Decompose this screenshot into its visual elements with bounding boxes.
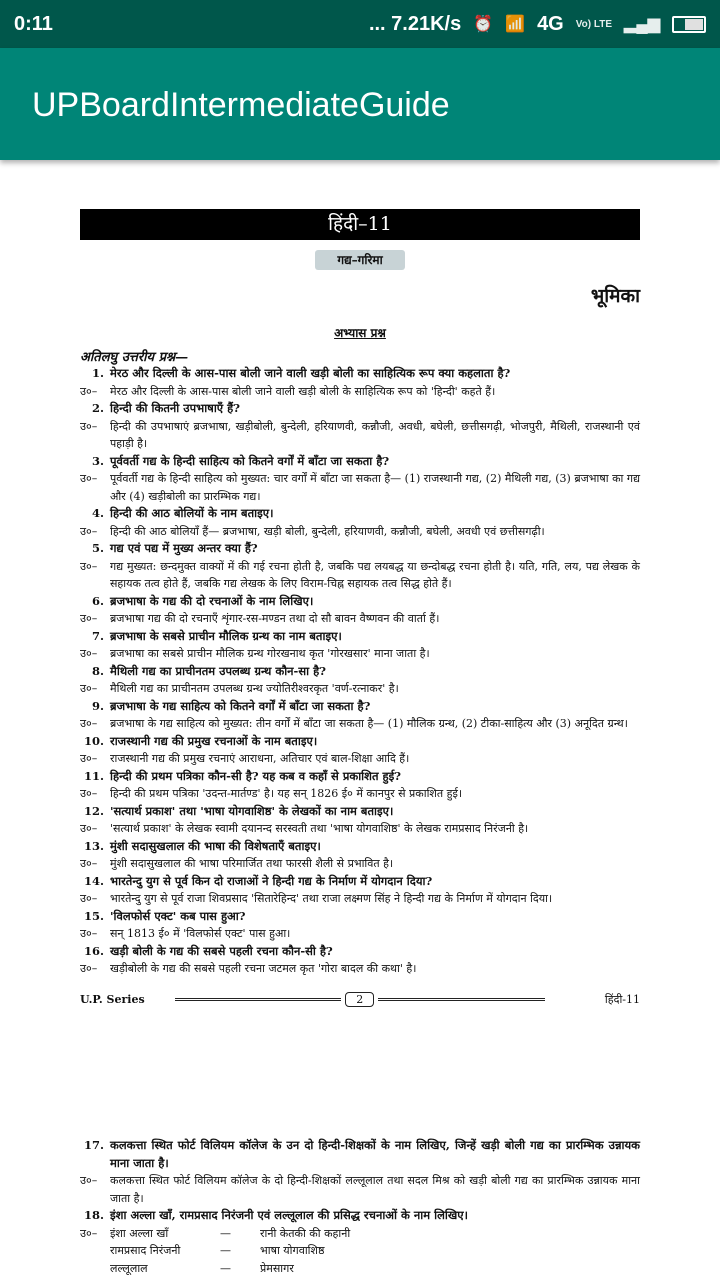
answer — [80, 1225, 640, 1278]
question-number: 8. — [91, 663, 104, 678]
network-type: 4G — [537, 12, 564, 35]
question-number: 18. — [83, 1208, 104, 1222]
section-badge: गद्य–गरिमा — [315, 250, 405, 270]
question — [80, 628, 640, 646]
question-number: 11. — [83, 768, 104, 783]
answer — [80, 610, 640, 628]
answer — [80, 680, 640, 698]
answer-prefix: उ०– — [80, 752, 98, 765]
question-text: हिन्दी की प्रथम पत्रिका कौन-सी है? यह कब व कहाँ से प्रकाशित हुई? — [110, 768, 402, 783]
status-bar — [0, 0, 720, 48]
question-text: हिन्दी की आठ बोलियों के नाम बताइए। — [110, 506, 274, 520]
answer-text: पूर्ववर्ती गद्य के हिन्दी साहित्य को मुख्यत: चार वर्गों में बाँटा जा सकता है— (1) राजस्थानी गद्य, (2) मैथिली गद्य, (3) ब्रजभाषा का गद्य और (4) खड़ीबोली का प्रारम्भिक गद्य। — [110, 472, 640, 503]
answer-prefix: उ०– — [80, 559, 98, 573]
app-bar — [0, 48, 720, 160]
question-text: 'विलफोर्स एक्ट' कब पास हुआ? — [110, 908, 246, 923]
question-text: हिन्दी की कितनी उपभाषाएँ हैं? — [110, 401, 241, 415]
document-page-1[interactable] — [80, 209, 640, 1007]
question-text: 'सत्यार्थ प्रकाश' तथा 'भाषा योगवाशिष्ठ' के लेखकों का नाम बताइए। — [110, 803, 394, 818]
question-text: पूर्ववर्ती गद्य के हिन्दी साहित्य को कितने वर्गों में बाँटा जा सकता है? — [110, 453, 390, 468]
document-page-2[interactable] — [80, 1137, 640, 1277]
page-number: 2 — [345, 992, 374, 1007]
footer-rule — [378, 998, 545, 1001]
answer-text: मुंशी सदासुखलाल की भाषा परिमार्जित तथा फारसी शैली से प्रभावित है। — [110, 857, 394, 870]
signal-icon: ▂▄▆ — [624, 16, 660, 33]
question-number: 5. — [91, 541, 104, 555]
answer — [80, 558, 640, 593]
answer-text: भारतेन्दु युग से पूर्व राजा शिवप्रसाद 'सितारेहिन्द' तथा राजा लक्ष्मण सिंह ने हिन्दी गद्य के निर्माण में योगदान दिया। — [110, 892, 553, 905]
question — [80, 803, 640, 821]
question-text: मुंशी सदासुखलाल की भाषा की विशेषताएँ बताइए। — [110, 838, 321, 853]
answer — [80, 645, 640, 663]
alarm-icon: ⏰ — [473, 16, 494, 33]
answer — [80, 785, 640, 803]
answer — [80, 715, 640, 733]
question-number: 16. — [83, 943, 104, 958]
question — [80, 1137, 640, 1172]
answer-prefix: उ०– — [80, 472, 98, 485]
app-title: UPBoardIntermediateGuide — [32, 86, 450, 124]
answer-text: राजस्थानी गद्य की प्रमुख रचनाएं आराधना, अतिचार एवं बाल-शिक्षा आदि हैं। — [110, 752, 410, 765]
volte-icon: Vo) LTE — [575, 18, 613, 30]
question-number: 15. — [83, 908, 104, 923]
answer-prefix: उ०– — [80, 857, 98, 870]
answer — [80, 925, 640, 943]
answer-prefix: उ०– — [80, 384, 98, 398]
works-table — [110, 1225, 640, 1278]
question — [80, 838, 640, 856]
answer-prefix: उ०– — [80, 419, 98, 433]
question-number: 9. — [91, 698, 104, 713]
answer-text: मैथिली गद्य का प्राचीनतम उपलब्ध ग्रन्थ ज्योतिरीश्वरकृत 'वर्ण-रत्नाकर' है। — [110, 682, 399, 695]
works-table-cell: रानी केतकी की कहानी — [260, 1226, 351, 1240]
footer-subject: हिंदी-11 — [604, 992, 641, 1006]
answer — [80, 820, 640, 838]
section-title: भूमिका — [590, 285, 640, 307]
answer-text: ब्रजभाषा के गद्य साहित्य को मुख्यत: तीन वर्गों में बाँटा जा सकता है— (1) मौलिक ग्रन्थ, (2) टीका-साहित्य और (3) अनूदित ग्रन्थ। — [110, 717, 628, 730]
answer-text: 'सत्यार्थ प्रकाश' के लेखक स्वामी दयानन्द सरस्वती तथा 'भाषा योगवाशिष्ठ' के लेखक रामप्रसाद निरंजनी है। — [110, 822, 529, 835]
answer — [80, 383, 640, 401]
network-speed: ... 7.21K/s — [368, 12, 462, 35]
works-table-cell: — — [220, 1261, 231, 1275]
question-text: मैथिली गद्य का प्राचीनतम उपलब्ध ग्रन्थ कौन-सा है? — [110, 663, 326, 678]
works-table-cell: इंशा अल्ला खाँ — [110, 1226, 169, 1240]
question-text: ब्रजभाषा के गद्य की दो रचनाओं के नाम लिखिए। — [110, 593, 314, 608]
subject-header: हिंदी–11 — [80, 209, 640, 240]
question-text: ब्रजभाषा के सबसे प्राचीन मौलिक ग्रन्थ का नाम बताइए। — [110, 628, 342, 643]
answer — [80, 855, 640, 873]
answer — [80, 523, 640, 541]
works-table-cell: — — [220, 1226, 231, 1240]
question-number: 6. — [91, 593, 104, 608]
answer-text: मेरठ और दिल्ली के आस-पास बोली जाने वाली खड़ी बोली के साहित्यिक रूप को 'हिन्दी' कहते हैं। — [110, 384, 496, 398]
footer-series: U.P. Series — [80, 992, 145, 1006]
wifi-icon: 📶 — [505, 16, 526, 33]
works-table-cell: लल्लूलाल — [110, 1261, 148, 1275]
question — [80, 505, 640, 523]
question-text: राजस्थानी गद्य की प्रमुख रचनाओं के नाम बताइए। — [110, 733, 318, 748]
question-text: गद्य एवं पद्य में मुख्य अन्तर क्या हैं? — [110, 541, 258, 555]
page-footer — [80, 992, 640, 1007]
answer-prefix: उ०– — [80, 1174, 98, 1187]
answer-text: कलकत्ता स्थित फोर्ट विलियम कॉलेज के दो हिन्दी-शिक्षकों लल्लूलाल तथा सदल मिश्र को खड़ी बोली गद्य का प्रारम्भिक उन्नायक माना जाता है। — [110, 1174, 640, 1205]
question — [80, 768, 640, 786]
question-number: 4. — [91, 506, 104, 520]
question-number: 2. — [91, 401, 104, 415]
answer — [80, 750, 640, 768]
question — [80, 663, 640, 681]
question — [80, 873, 640, 891]
question — [80, 593, 640, 611]
answer-prefix: उ०– — [80, 524, 98, 538]
question — [80, 1207, 640, 1225]
question-text: ब्रजभाषा के गद्य साहित्य को कितने वर्गों में बाँटा जा सकता है? — [110, 698, 371, 713]
answer-prefix: उ०– — [80, 962, 98, 975]
clock: 0:11 — [14, 12, 53, 35]
question — [80, 453, 640, 471]
answer-prefix: उ०– — [80, 927, 98, 940]
question — [80, 698, 640, 716]
question — [80, 540, 640, 558]
question-text: मेरठ और दिल्ली के आस-पास बोली जाने वाली खड़ी बोली का साहित्यिक रूप क्या कहलाता है? — [110, 366, 511, 380]
works-table-cell: — — [220, 1244, 231, 1257]
question-text: कलकत्ता स्थित फोर्ट विलियम कॉलेज के उन दो हिन्दी-शिक्षकों के नाम लिखिए, जिन्हें खड़ी बोली गद्य का प्रारम्भिक उन्नायक माना जाता है। — [110, 1138, 640, 1170]
answer-prefix: उ०– — [80, 647, 98, 660]
answer-prefix: उ०– — [80, 1226, 98, 1240]
answer-prefix: उ०– — [80, 612, 98, 625]
answer-prefix: उ०– — [80, 822, 98, 835]
works-table-cell: रामप्रसाद निरंजनी — [110, 1244, 181, 1257]
subsection-heading: अतिलघु उत्तरीय प्रश्न— — [80, 350, 189, 365]
answer-text: गद्य मुख्यत: छन्दमुक्त वाक्यों में की गई रचना होती है, जबकि पद्य लयबद्ध या छन्दोबद्ध रचना होती है। यति, गति, लय, पद्य लेखक के सहायक तत्व होते हैं, जबकि गद्य लेखक के लिए विराम-चिह्न सहायक तत्व सिद्ध होते हैं। — [110, 559, 640, 590]
qa-list — [80, 365, 640, 978]
battery-icon — [672, 16, 706, 33]
answer — [80, 418, 640, 453]
question-number: 13. — [83, 838, 104, 853]
answer-text: सन् 1813 ई० में 'विलफोर्स एक्ट' पास हुआ। — [110, 927, 291, 940]
answer — [80, 960, 640, 978]
answer-prefix: उ०– — [80, 717, 98, 730]
answer-text: हिन्दी की प्रथम पत्रिका 'उदन्त-मार्तण्ड' है। यह सन् 1826 ई० में कानपुर से प्रकाशित हुई। — [110, 787, 463, 800]
question-number: 1. — [91, 366, 104, 380]
answer-text: ब्रजभाषा का सबसे प्राचीन मौलिक ग्रन्थ गोरखनाथ कृत 'गोरखसार' माना जाता है। — [110, 647, 430, 660]
question — [80, 400, 640, 418]
answer — [80, 470, 640, 505]
question-text: भारतेन्दु युग से पूर्व किन दो राजाओं ने हिन्दी गद्य के निर्माण में योगदान दिया? — [110, 873, 433, 888]
question-number: 7. — [91, 628, 104, 643]
question-number: 12. — [83, 803, 104, 818]
answer-text: हिन्दी की उपभाषाएं ब्रजभाषा, खड़ीबोली, बुन्देली, हरियाणवी, कन्नौजी, अवधी, बघेली, छत्तीसगढ़ी, भोजपुरी, मैथिली, राजस्थानी एवं पहाड़ी है। — [110, 419, 640, 450]
question-text: इंशा अल्ला खाँ, रामप्रसाद निरंजनी एवं लल्लूलाल की प्रसिद्ध रचनाओं के नाम लिखिए। — [110, 1208, 469, 1222]
works-table-cell: प्रेमसागर — [260, 1261, 294, 1275]
answer-prefix: उ०– — [80, 892, 98, 905]
question — [80, 365, 640, 383]
answer-text: ब्रजभाषा गद्य की दो रचनाएँ शृंगार-रस-मण्डन तथा दो सौ बावन वैष्णवन की वार्ता हैं। — [110, 612, 440, 625]
question — [80, 943, 640, 961]
question — [80, 733, 640, 751]
question-number: 17. — [83, 1138, 104, 1152]
answer — [80, 890, 640, 908]
exercise-heading: अभ्यास प्रश्न — [334, 326, 386, 340]
answer-text: हिन्दी की आठ बोलियाँ हैं— ब्रजभाषा, खड़ी बोली, बुन्देली, हरियाणवी, कन्नौजी, बघेली, अवधी एवं छत्तीसगढ़ी। — [110, 524, 545, 538]
question-text: खड़ी बोली के गद्य की सबसे पहली रचना कौन-सी है? — [110, 943, 333, 958]
works-table-cell: भाषा योगवाशिष्ठ — [260, 1244, 325, 1257]
question-number: 14. — [83, 873, 104, 888]
question-number: 3. — [91, 453, 104, 468]
answer-prefix: उ०– — [80, 682, 98, 695]
answer-prefix: उ०– — [80, 787, 98, 800]
question-number: 10. — [83, 733, 104, 748]
question — [80, 908, 640, 926]
answer-text: खड़ीबोली के गद्य की सबसे पहली रचना जटमल कृत 'गोरा बादल की कथा' है। — [110, 962, 417, 975]
answer — [80, 1172, 640, 1207]
footer-rule — [175, 998, 342, 1001]
